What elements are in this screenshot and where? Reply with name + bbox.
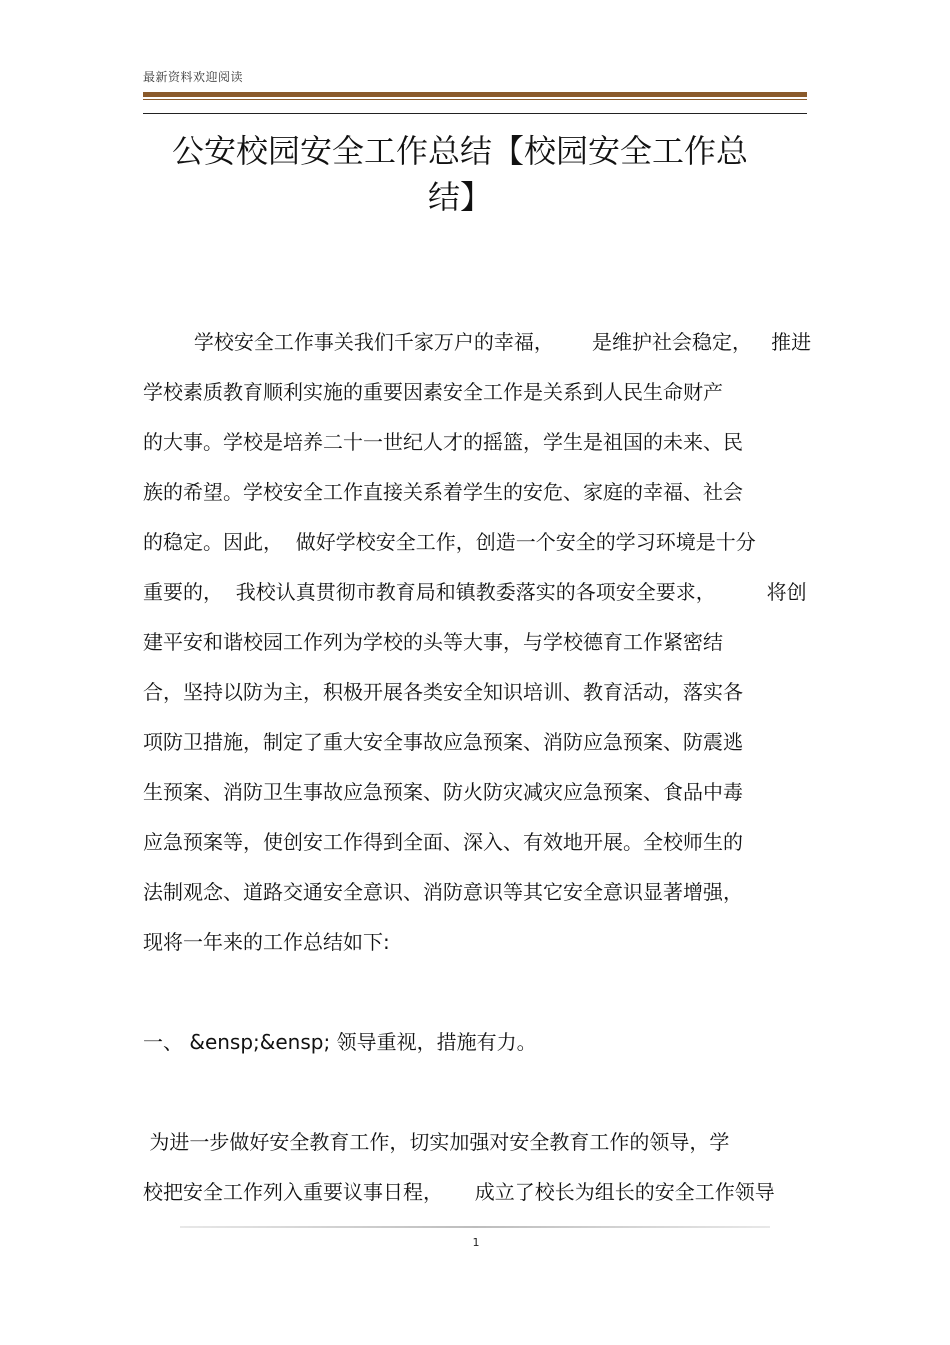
header-rule (143, 92, 807, 97)
paragraph-line: 应急预案等，使创安工作得到全面、深入、有效地开展。全校师生的 (143, 830, 743, 854)
paragraph-line: 生预案、消防卫生事故应急预案、防火防灾减灾应急预案、食品中毒 (143, 780, 743, 804)
page-number: 1 (472, 1236, 480, 1249)
paragraph-line: 的稳定。因此， 做好学校安全工作，创造一个安全的学习环境是十分 (143, 530, 756, 554)
paragraph-line: 族的希望。学校安全工作直接关系着学生的安危、家庭的幸福、社会 (143, 480, 743, 504)
paragraph-line: 法制观念、道路交通安全意识、消防意识等其它安全意识显著增强， (143, 880, 743, 904)
paragraph-line: 现将一年来的工作总结如下: (143, 930, 390, 954)
section-line: 为进一步做好安全教育工作，切实加强对安全教育工作的领导，学 (143, 1130, 730, 1154)
paragraph-line: 重要的， 我校认真贯彻市教育局和镇教委落实的各项安全要求， 将创 (143, 580, 807, 604)
paragraph-line: 的大事。学校是培养二十一世纪人才的摇篮，学生是祖国的未来、民 (143, 430, 743, 454)
paragraph-line: 合，坚持以防为主，积极开展各类安全知识培训、教育活动，落实各 (143, 680, 743, 704)
document-title: 公安校园安全工作总结【校园安全工作总结】 (171, 132, 748, 216)
footer-rule (180, 1226, 770, 1228)
header-label: 最新资料欢迎阅读 (143, 70, 244, 84)
section-line: 校把安全工作列入重要议事日程， 成立了校长为组长的安全工作领导 (143, 1180, 775, 1204)
paragraph-line: 学校安全工作事关我们千家万户的幸福， 是维护社会稳定， 推进 (143, 330, 812, 354)
section-heading: 一、 &ensp;&ensp; 领导重视，措施有力。 (143, 1030, 537, 1054)
header-rule-base (143, 113, 807, 114)
paragraph-line: 学校素质教育顺利实施的重要因素安全工作是关系到人民生命财产 (143, 380, 723, 404)
paragraph-line: 项防卫措施，制定了重大安全事故应急预案、消防应急预案、防震逃 (143, 730, 743, 754)
header-rule-thin (143, 99, 807, 100)
paragraph-line: 建平安和谐校园工作列为学校的头等大事，与学校德育工作紧密结 (143, 630, 723, 654)
